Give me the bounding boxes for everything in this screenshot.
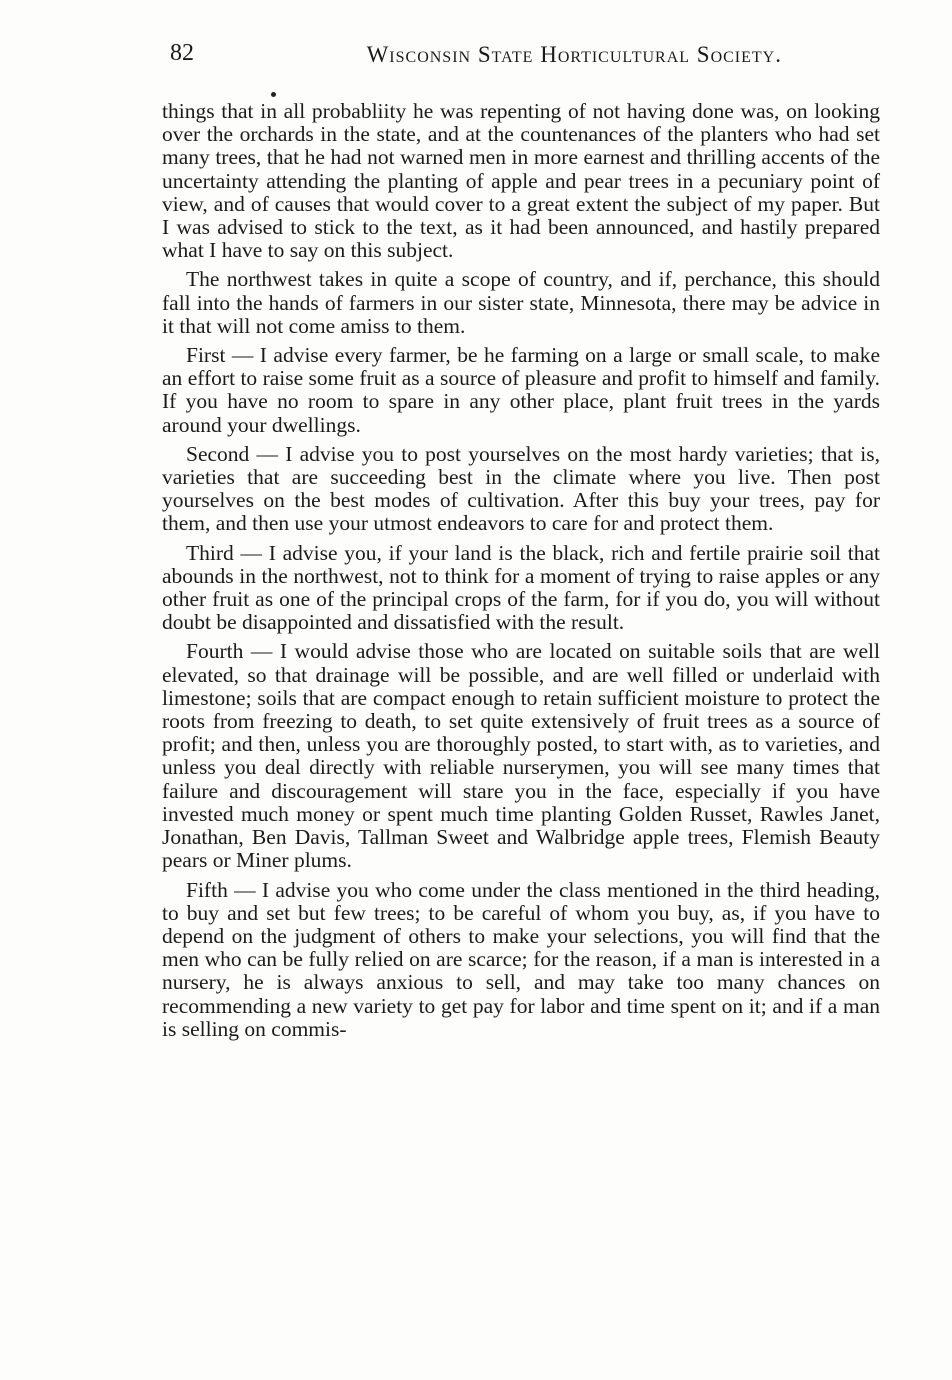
paragraph-second-advice: Second — I advise you to post yourselves on the most hardy varieties; that is, varieties that are succeeding best in the climate where you live. Then post yourselves on the best modes of cultivation. After this buy your trees, pay for them, and then use your utmost endeavors to care for and protect them. (162, 441, 880, 536)
body-text (162, 100, 880, 1047)
running-head (170, 36, 782, 76)
paragraph-fifth-advice: Fifth — I advise you who come under the class mentioned in the third heading, to buy and set but few trees; to be careful of whom you buy, as, if you have to depend on the judgment of others to make your selections, you will find that the men who can be fully relied on are scarce; for the reason, if a man is interested in a nursery, he is always anxious to sell, and may take too many chances on recommending a new variety to get pay for labor and time spent on it; and if a man is selling on commis- (162, 877, 880, 1041)
page-number: 82 (170, 40, 194, 66)
paragraph-continuation: things that in all probabliity he was repenting of not having done was, on looking over the orchards in the state, and at the countenances of the planters who had set many trees, that he had not warned men in more earnest and thrilling accents of the uncertainty attending the planting of apple and pear trees in a pecuniary point of view, and of causes that would cover to a great extent the subject of my paper. But I was advised to stick to the text, as it had been announced, and hastily prepared what I have to say on this subject. (162, 99, 880, 263)
paragraph-third-advice: Third — I advise you, if your land is the black, rich and fertile prairie soil that abounds in the northwest, not to think for a moment of trying to raise apples or any other fruit as one of the principal crops of the farm, for if you do, you will without doubt be disappointed and dissatisfied with the result. (162, 540, 880, 635)
running-title: Wisconsin State Horticultural Society. (366, 42, 782, 67)
paragraph-northwest: The northwest takes in quite a scope of country, and if, perchance, this should fall into the hands of farmers in our sister state, Minnesota, there may be advice in it that will not come amiss to them. (162, 267, 880, 338)
ink-speck (271, 92, 276, 97)
paragraph-first-advice: First — I advise every farmer, be he farming on a large or small scale, to make an effort to raise some fruit as a source of pleasure and profit to himself and family. If you have no room to spare in any other place, plant fruit trees in the yards around your dwellings. (162, 343, 880, 437)
paragraph-fourth-advice: Fourth — I would advise those who are located on suitable soils that are well elevated, so that drainage will be possible, and are well filled or underlaid with limestone; soils that are compact enough to retain sufficient moisture to protect the roots from freezing to death, to set quite extensively of fruit trees as a source of profit; and then, unless you are thoroughly posted, to start with, as to varieties, and unless you deal directly with reliable nurserymen, you will see many times that failure and discouragement will stare you in the face, especially if you have invested much money or spent much time planting Golden Russet, Rawles Janet, Jonathan, Ben Davis, Tallman Sweet and Walbridge apple trees, Flemish Beauty pears or Miner plums. (162, 639, 880, 873)
